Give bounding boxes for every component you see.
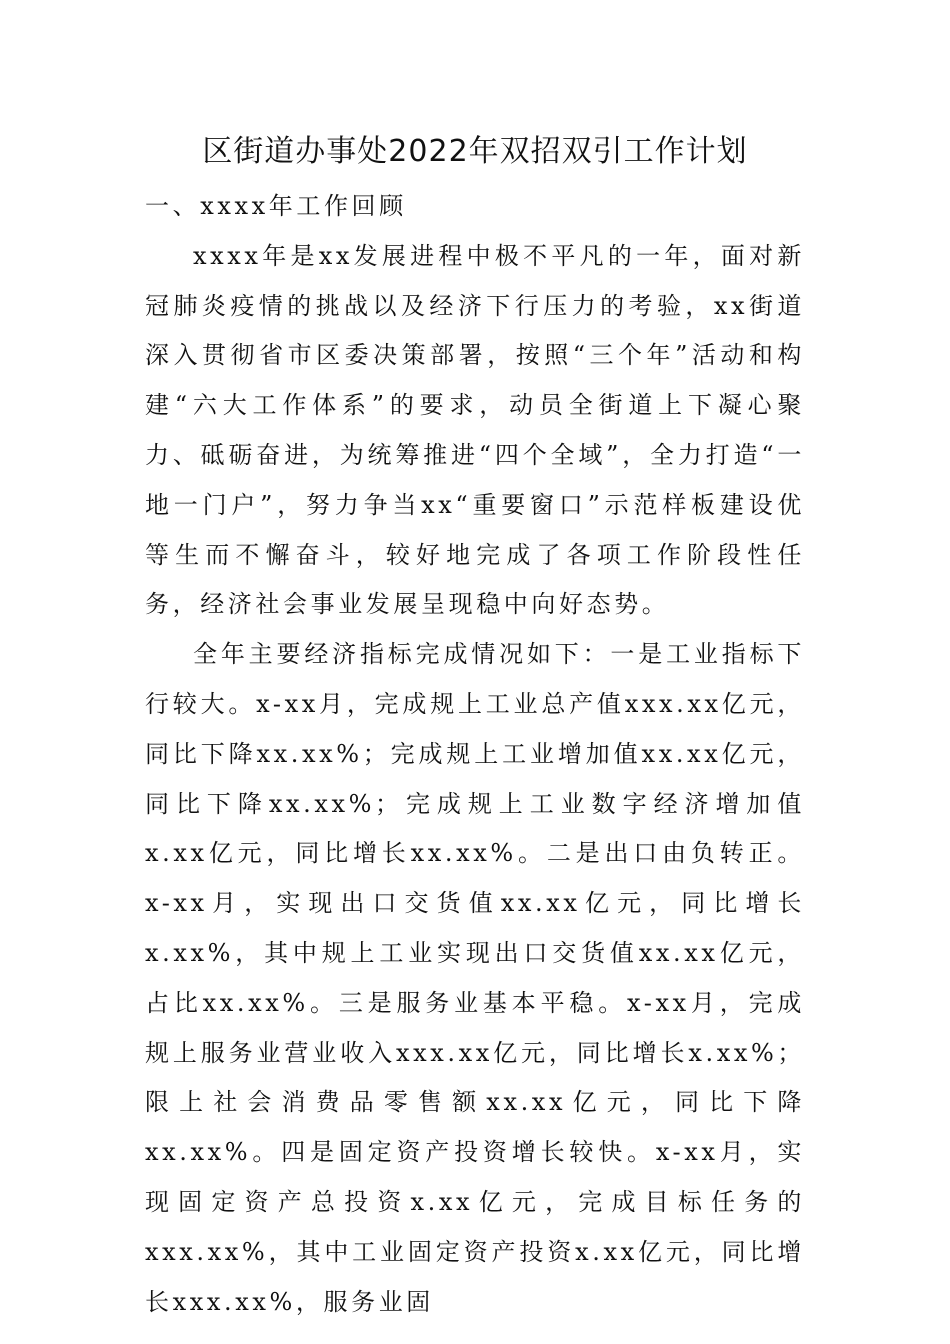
section-heading: 一、xxxx年工作回顾 xyxy=(145,192,407,220)
paragraph-review: xxxx年是xx发展进程中极不平凡的一年，面对新冠肺炎疫情的挑战以及经济下行压力的考验，xx街道深入贯彻省市区委决策部署，按照“三个年”活动和构建“六大工作体系”的要求，动员全街道上下凝心聚力、砥砺奋进，为统筹推进“四个全域”，全力打造“一地一门户”，努力争当xx“重要窗口”示范样板建设优等生而不懈奋斗，较好地完成了各项工作阶段性任务，经济社会事业发展呈现稳中向好态势。 xyxy=(145,241,805,619)
document-title: 区街道办事处2022年双招双引工作计划 xyxy=(202,134,748,169)
paragraph-indicators: 全年主要经济指标完成情况如下：一是工业指标下行较大。x-xx月，完成规上工业总产值xxx.xx亿元，同比下降xx.xx%；完成规上工业增加值xx.xx亿元，同比下降xx.xx%；完成规上工业数字经济增加值x.xx亿元，同比增长xx.xx%。二是出口由负转正。x-xx月，实现出口交货值xx.xx亿元，同比增长x.xx%，其中规上工业实现出口交货值xx.xx亿元，占比xx.xx%。三是服务业基本平稳。x-xx月，完成规上服务业营业收入xxx.xx亿元，同比增长x.xx%；限上社会消费品零售额xx.xx亿元，同比下降xx.xx%。四是固定资产投资增长较快。x-xx月，实现固定资产总投资x.xx亿元，完成目标任务的xxx.xx%，其中工业固定资产投资x.xx亿元，同比增长xxx.xx%，服务业固 xyxy=(145,640,805,1316)
document-body xyxy=(145,182,805,1327)
